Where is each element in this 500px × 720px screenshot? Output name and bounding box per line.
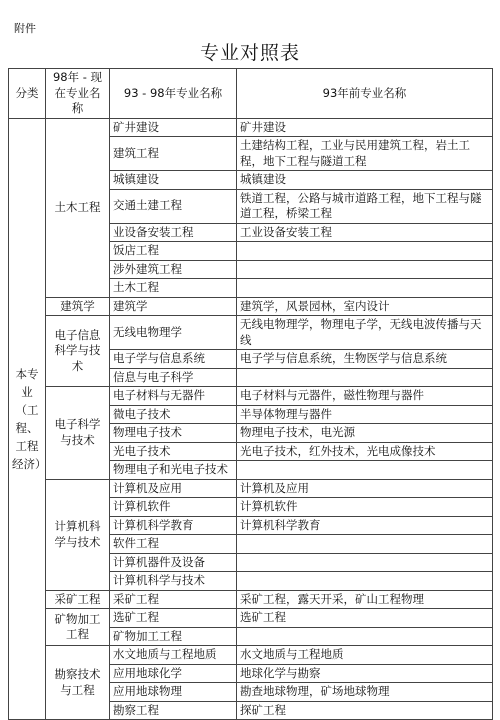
mid-major-cell: 物理电子和光电子技术 <box>110 461 237 480</box>
old-major-cell <box>237 279 493 298</box>
table-row <box>9 297 493 316</box>
old-major-cell: 铁道工程，公路与城市道路工程，地下工程与隧道工程，桥梁工程 <box>237 189 493 223</box>
header-pre-93-major: 93年前专业名称 <box>237 69 493 119</box>
current-major-cell: 电子信息科学与技术 <box>46 316 110 387</box>
old-major-cell <box>237 535 493 554</box>
current-major-cell: 矿物加工工程 <box>46 609 110 646</box>
old-major-cell: 计算机软件 <box>237 498 493 517</box>
mid-major-cell: 勘察工程 <box>110 701 237 720</box>
mid-major-cell: 应用地球物理 <box>110 683 237 702</box>
table-row <box>9 118 493 137</box>
table-header-row <box>9 69 493 119</box>
table-row <box>9 590 493 609</box>
mid-major-cell: 建筑工程 <box>110 137 237 171</box>
mid-major-cell: 矿井建设 <box>110 118 237 137</box>
old-major-cell: 物理电子技术，电光源 <box>237 424 493 443</box>
old-major-cell: 建筑学，风景园林，室内设计 <box>237 297 493 316</box>
old-major-cell: 工业设备安装工程 <box>237 223 493 242</box>
old-major-cell: 半导体物理与器件 <box>237 405 493 424</box>
mid-major-cell: 矿物加工工程 <box>110 627 237 646</box>
old-major-cell <box>237 242 493 261</box>
header-current-major: 98年 - 现在专业名称 <box>46 69 110 119</box>
old-major-cell: 土建结构工程，工业与民用建筑工程，岩土工程，地下工程与隧道工程 <box>237 137 493 171</box>
old-major-cell: 计算机科学教育 <box>237 516 493 535</box>
old-major-cell: 采矿工程，露天开采，矿山工程物理 <box>237 590 493 609</box>
mid-major-cell: 选矿工程 <box>110 609 237 628</box>
old-major-cell: 选矿工程 <box>237 609 493 628</box>
mid-major-cell: 信息与电子科学 <box>110 368 237 387</box>
mid-major-cell: 涉外建筑工程 <box>110 260 237 279</box>
current-major-cell: 计算机科学与技术 <box>46 479 110 590</box>
mid-major-cell: 采矿工程 <box>110 590 237 609</box>
mid-major-cell: 计算机科学教育 <box>110 516 237 535</box>
attachment-label: 附件 <box>14 22 36 35</box>
old-major-cell <box>237 368 493 387</box>
old-major-cell <box>237 627 493 646</box>
old-major-cell: 无线电物理学，物理电子学，无线电波传播与天线 <box>237 316 493 350</box>
table-row <box>9 646 493 665</box>
mid-major-cell: 饭店工程 <box>110 242 237 261</box>
old-major-cell: 勘查地球物理，矿场地球物理 <box>237 683 493 702</box>
mid-major-cell: 业设备安装工程 <box>110 223 237 242</box>
current-major-cell: 建筑学 <box>46 297 110 316</box>
old-major-cell: 电子学与信息系统，生物医学与信息系统 <box>237 350 493 369</box>
mid-major-cell: 电子材料与无器件 <box>110 387 237 406</box>
mid-major-cell: 光电子技术 <box>110 442 237 461</box>
current-major-cell: 勘察技术与工程 <box>46 646 110 720</box>
old-major-cell: 水文地质与工程地质 <box>237 646 493 665</box>
current-major-cell: 采矿工程 <box>46 590 110 609</box>
mid-major-cell: 微电子技术 <box>110 405 237 424</box>
mid-major-cell: 建筑学 <box>110 297 237 316</box>
old-major-cell <box>237 572 493 591</box>
old-major-cell <box>237 553 493 572</box>
table-row <box>9 316 493 350</box>
page-title: 专业对照表 <box>199 42 300 64</box>
table-body <box>9 118 493 720</box>
old-major-cell: 光电子技术，红外技术，光电成像技术 <box>237 442 493 461</box>
mid-major-cell: 水文地质与工程地质 <box>110 646 237 665</box>
old-major-cell: 电子材料与元器件，磁性物理与器件 <box>237 387 493 406</box>
category-cell: 本专业（工程、工程经济） <box>9 118 46 720</box>
old-major-cell: 城镇建设 <box>237 171 493 190</box>
mid-major-cell: 城镇建设 <box>110 171 237 190</box>
mid-major-cell: 计算机及应用 <box>110 479 237 498</box>
current-major-cell: 电子科学与技术 <box>46 387 110 480</box>
mid-major-cell: 物理电子技术 <box>110 424 237 443</box>
mid-major-cell: 电子学与信息系统 <box>110 350 237 369</box>
mid-major-cell: 计算机软件 <box>110 498 237 517</box>
header-category: 分类 <box>9 69 46 119</box>
mid-major-cell: 计算机科学与技术 <box>110 572 237 591</box>
old-major-cell <box>237 260 493 279</box>
old-major-cell: 地球化学与勘察 <box>237 664 493 683</box>
mid-major-cell: 交通土建工程 <box>110 189 237 223</box>
current-major-cell: 土木工程 <box>46 118 110 297</box>
old-major-cell: 矿井建设 <box>237 118 493 137</box>
mid-major-cell: 无线电物理学 <box>110 316 237 350</box>
table-row <box>9 479 493 498</box>
mid-major-cell: 计算机器件及设备 <box>110 553 237 572</box>
old-major-cell: 计算机及应用 <box>237 479 493 498</box>
table-row <box>9 387 493 406</box>
mid-major-cell: 软件工程 <box>110 535 237 554</box>
table-row <box>9 609 493 628</box>
header-93-98-major: 93 - 98年专业名称 <box>110 69 237 119</box>
mid-major-cell: 应用地球化学 <box>110 664 237 683</box>
mid-major-cell: 土木工程 <box>110 279 237 298</box>
major-comparison-table <box>8 68 493 720</box>
old-major-cell: 探矿工程 <box>237 701 493 720</box>
old-major-cell <box>237 461 493 480</box>
